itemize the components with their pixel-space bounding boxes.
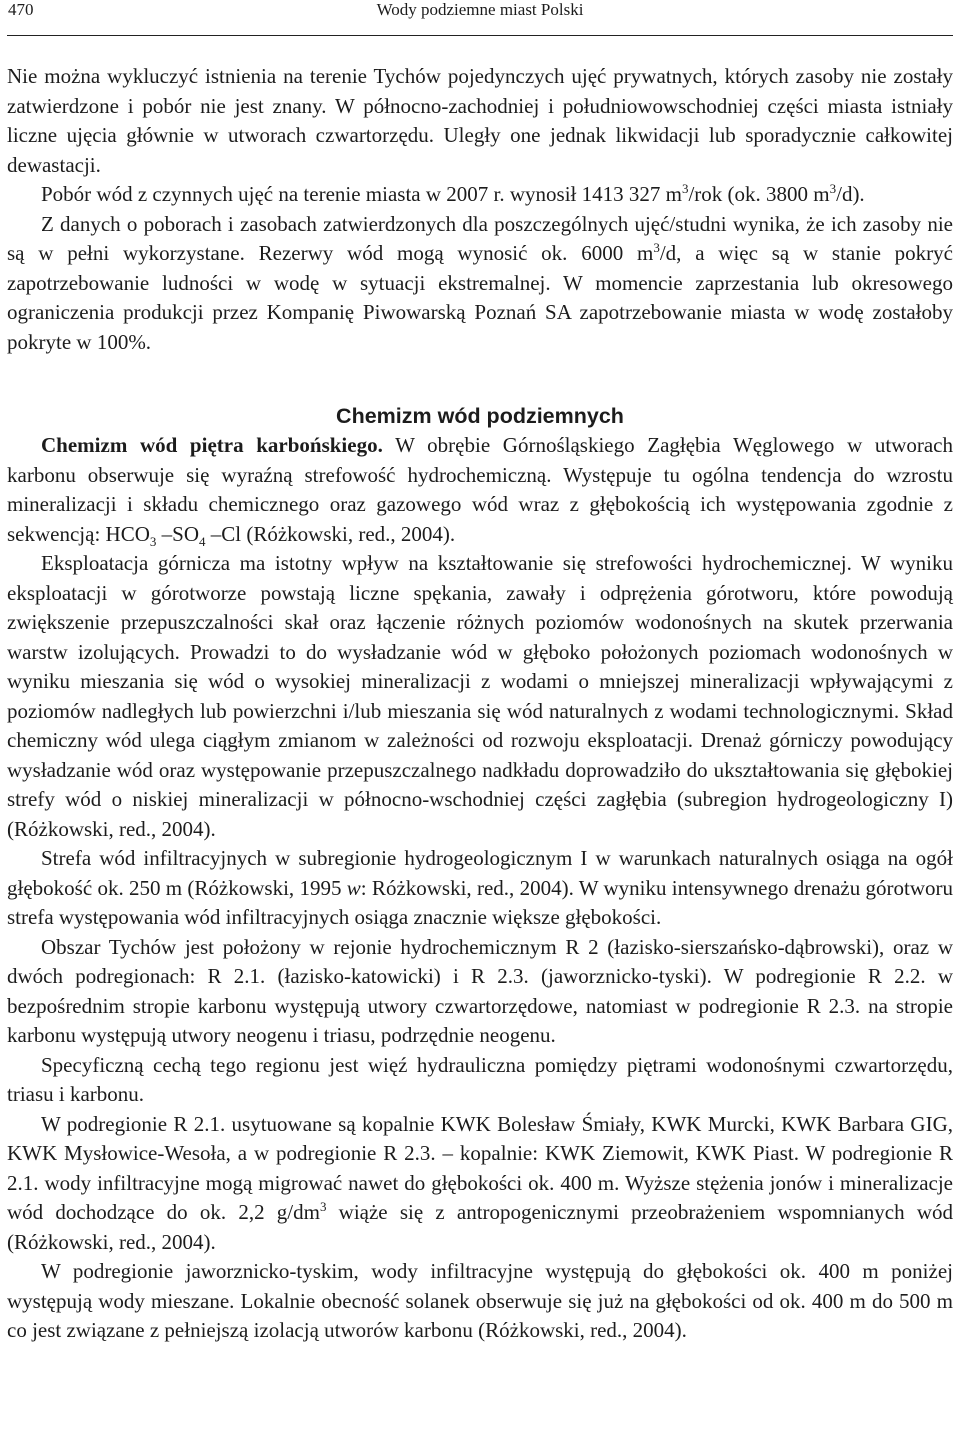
paragraph: Pobór wód z czynnych ujęć na terenie miasta w 2007 r. wynosił 1413 327 $m^3$/rok (ok. 3800 $m^3/d$). [41,181,865,206]
paragraph: Eksploatacja górnicza ma istotny wpływ na kształtowanie się strefowości hydrochemicznej. W wyniku eksploatacji w górotworze powstają liczne spękania, zawały i odprężenia górotworu, które powodują zwiększenie przepuszczalności skał oraz łączenie różnych poziomów wodonośnych na skutek przerwania warstw izolujących. Prowadzi to do wysładzanie wód w głęboko położonych poziomach wodonośnych w wyniku mieszania się wód o wysokiej mineralizacji z wodami o mniejszej mineralizacji wpływającymi z poziomów nadległych lub powierzchni i/lub mieszania się wód naturalnych z wodami technologicznymi. Skład chemiczny wód ulega ciągłym zmianom w zależności od rozwoju eksploatacji. Drenaż górniczy powodujący wysładzanie wód oraz występowanie przepuszczalnego nadkładu doprowadziło do ukształtowania się głębokiej strefy wód o niskiej mineralizacji w północno-wschodniej części zagłębia (subregion hydrogeologiczny I) (Różkowski, red., 2004). [7,551,953,841]
paragraph: Specyficzną cechą tego regionu jest więź hydrauliczna pomiędzy piętrami wodonośnymi czwartorzędu, triasu i karbonu. [7,1052,953,1106]
page-header [0,0,960,36]
section-title: Chemizm wód podziemnych [336,404,624,428]
paragraph: Strefa wód infiltracyjnych w subregionie hydrogeologicznym I w warunkach naturalnych osiąga na ogół głębokość ok. 250 m (Różkowski, 1995 w: Różkowski, red., 2004). W wyniku intensywnego drenażu górotworu strefa występowania wód infiltracyjnych osiąga znacznie większe głębokości. [7,846,953,929]
paragraph: Chemizm wód piętra karbońskiego. W obrębie Górnośląskiego Zagłębia Węglowego w utworach karbonu obserwuje się wyraźną strefowość hydrochemiczną. Występuje tu ogólna tendencja do wzrostu mineralizacji i składu chemicznego oraz gazowego wód wraz z głębokością ich występowania zgodnie z sekwencją: $HCO_3$ $-SO_4$ –Cl (Różkowski, red., 2004). [7,433,954,549]
running-title: Wody podziemne miast Polski [376,0,584,19]
header-rule [7,35,953,36]
body-text [7,62,953,1346]
paragraph: Nie można wykluczyć istnienia na terenie Tychów pojedynczych ujęć prywatnych, których zasoby nie zostały zatwierdzone i pobór nie jest znany. W północno-zachodniej i południowowschodniej części miasta istniały liczne ujęcia głównie w utworach czwartorzędu. Uległy one jednak likwidacji lub sporadycznie całkowitej dewastacji. [7,64,953,177]
page-number: 470 [8,0,34,19]
paragraph: Z danych o poborach i zasobach zatwierdzonych dla poszczególnych ujęć/studni wynika, że ich zasoby nie są w pełni wykorzystane. Rezerwy wód mogą wynosić ok. 6000 $m^3/d$, a więc są w stanie pokryć zapotrzebowanie ludności w wodę w sytuacji ekstremalnej. W momencie zaprzestania lub okresowego ograniczenia produkcji przez Kompanię Piwowarską Poznań SA zapotrzebowanie miasta w wodę zostałoby pokryte w 100%. [7,211,953,354]
subheading: Chemizm wód piętra karbońskiego. [41,433,383,457]
paragraph: W podregionie R 2.1. usytuowane są kopalnie KWK Bolesław Śmiały, KWK Murcki, KWK Barbara GIG, KWK Mysłowice-Wesoła, a w podregionie R 2.3. – kopalnie: KWK Ziemowit, KWK Piast. W podregionie R 2.1. wody infiltracyjne mogą migrować nawet do głębokości ok. 400 m. Wyższe stężenia jonów i mineralizacje wód dochodzące do ok. 2,2 $g/dm^3$ wiąże się z antropogenicznymi przeobrażeniem wspomnianych wód (Różkowski, red., 2004). [7,1111,953,1254]
paragraph: W podregionie jaworznicko-tyskim, wody infiltracyjne występują do głębokości ok. 400 m poniżej występują wody mieszane. Lokalnie obecność solanek obserwuje się już na głębokości od ok. 400 m do 500 m co jest związane z pełniejszą izolacją utworów karbonu (Różkowski, red., 2004). [7,1259,953,1342]
paragraph: Obszar Tychów jest położony w rejonie hydrochemicznym R 2 (łazisko-sierszańsko-dąbrowski), oraz w dwóch podregionach: R 2.1. (łazisko-katowicki) i R 2.3. (jaworznicko-tyski). W podregionie R 2.2. w bezpośrednim stropie karbonu występują utwory czwartorzędowe, natomiast w podregionie R 2.3. na stropie karbonu występują utwory neogenu i triasu, podrzędnie neogenu. [7,934,953,1047]
